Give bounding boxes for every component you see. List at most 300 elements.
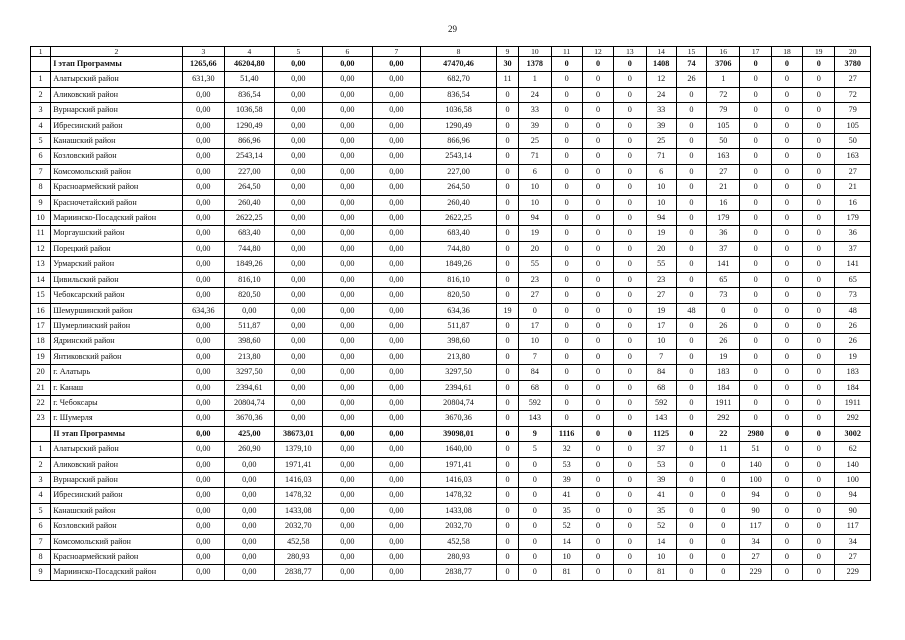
value-cell: 22 [31, 395, 51, 410]
value-cell: 1433,08 [421, 503, 497, 518]
value-cell: 71 [519, 149, 551, 164]
value-cell: 0 [614, 149, 646, 164]
value-cell: 0,00 [372, 87, 421, 102]
value-cell: 3706 [707, 57, 740, 72]
value-cell: 24 [646, 87, 676, 102]
value-cell: 0 [676, 149, 706, 164]
value-cell: 0 [740, 395, 771, 410]
value-cell: 0,00 [182, 334, 224, 349]
value-cell: 2543,14 [225, 149, 275, 164]
value-cell: 0 [803, 195, 835, 210]
value-cell: 0 [614, 349, 646, 364]
value-cell: 20 [31, 365, 51, 380]
value-cell: 2394,61 [225, 380, 275, 395]
value-cell: 0 [582, 411, 613, 426]
value-cell: 32 [551, 442, 582, 457]
value-cell: 229 [740, 565, 771, 580]
value-cell: 1408 [646, 57, 676, 72]
value-cell: 0,00 [182, 118, 224, 133]
value-cell: 0,00 [372, 503, 421, 518]
name-cell: Аликовский район [51, 457, 182, 472]
column-number-cell: 6 [323, 47, 373, 57]
value-cell: 0 [614, 365, 646, 380]
value-cell: 0 [519, 503, 551, 518]
value-cell: 0 [551, 334, 582, 349]
value-cell: 39 [646, 472, 676, 487]
value-cell: 0 [676, 442, 706, 457]
program-table [30, 46, 871, 581]
value-cell: 94 [835, 488, 871, 503]
value-cell: 0 [803, 519, 835, 534]
value-cell: 0 [740, 303, 771, 318]
value-cell: 0 [614, 103, 646, 118]
value-cell: 0 [803, 72, 835, 87]
value-cell: 0 [496, 442, 518, 457]
value-cell: 0,00 [323, 550, 373, 565]
value-cell: 35 [551, 503, 582, 518]
value-cell: 0,00 [274, 164, 323, 179]
value-cell: 0 [676, 87, 706, 102]
value-cell: 0,00 [372, 411, 421, 426]
value-cell: 816,10 [421, 272, 497, 287]
value-cell: 17 [519, 318, 551, 333]
value-cell: 0 [614, 272, 646, 287]
value-cell: 292 [835, 411, 871, 426]
value-cell: 0 [707, 488, 740, 503]
value-cell: 0 [614, 503, 646, 518]
value-cell: 0 [551, 257, 582, 272]
table-row [31, 472, 871, 487]
value-cell: 229 [835, 565, 871, 580]
table-row [31, 565, 871, 580]
name-cell: Ибресинский район [51, 118, 182, 133]
value-cell: 2 [31, 87, 51, 102]
value-cell: 0 [614, 488, 646, 503]
value-cell: 27 [740, 550, 771, 565]
value-cell: 0,00 [372, 534, 421, 549]
value-cell: 13 [31, 257, 51, 272]
value-cell: 0 [551, 134, 582, 149]
value-cell: 0,00 [274, 195, 323, 210]
value-cell: 0 [551, 226, 582, 241]
value-cell: 4 [31, 118, 51, 133]
value-cell: 19 [31, 349, 51, 364]
value-cell: 0,00 [323, 134, 373, 149]
value-cell: 52 [551, 519, 582, 534]
value-cell: 0 [707, 303, 740, 318]
value-cell: 1849,26 [421, 257, 497, 272]
value-cell: 0,00 [323, 87, 373, 102]
value-cell: 0 [740, 180, 771, 195]
value-cell: 10 [646, 550, 676, 565]
value-cell: 183 [707, 365, 740, 380]
value-cell: 51,40 [225, 72, 275, 87]
value-cell: 0 [582, 180, 613, 195]
name-cell: Козловский район [51, 519, 182, 534]
value-cell: 0 [803, 395, 835, 410]
value-cell: 0 [676, 195, 706, 210]
column-number-cell: 8 [421, 47, 497, 57]
column-number-cell: 12 [582, 47, 613, 57]
value-cell: 0 [771, 318, 802, 333]
value-cell: 94 [646, 211, 676, 226]
value-cell: 0 [676, 472, 706, 487]
value-cell: 682,70 [421, 72, 497, 87]
value-cell: 0 [614, 288, 646, 303]
value-cell: 100 [835, 472, 871, 487]
value-cell: 0,00 [323, 257, 373, 272]
value-cell: 634,36 [182, 303, 224, 318]
value-cell: 0,00 [225, 503, 275, 518]
value-cell: 0 [771, 565, 802, 580]
value-cell: 0 [803, 149, 835, 164]
value-cell: 0 [771, 241, 802, 256]
value-cell: 0 [614, 303, 646, 318]
value-cell: 0 [771, 457, 802, 472]
name-cell: Вурнарский район [51, 103, 182, 118]
value-cell: 0,00 [372, 288, 421, 303]
value-cell: 0 [676, 395, 706, 410]
value-cell: 179 [835, 211, 871, 226]
value-cell: 0 [496, 395, 518, 410]
value-cell: 836,54 [421, 87, 497, 102]
value-cell: 0 [771, 149, 802, 164]
value-cell: 0 [803, 442, 835, 457]
value-cell: 0,00 [274, 411, 323, 426]
value-cell: 3002 [835, 426, 871, 441]
value-cell: 0 [582, 565, 613, 580]
value-cell: 41 [646, 488, 676, 503]
value-cell: 511,87 [421, 318, 497, 333]
value-cell: 11 [31, 226, 51, 241]
value-cell: 0 [551, 303, 582, 318]
value-cell: 0 [803, 380, 835, 395]
value-cell: 0,00 [274, 334, 323, 349]
value-cell: 0,00 [182, 272, 224, 287]
value-cell: 0 [676, 118, 706, 133]
value-cell: 15 [31, 288, 51, 303]
column-number-cell: 20 [835, 47, 871, 57]
value-cell: 0 [676, 318, 706, 333]
value-cell: 41 [551, 488, 582, 503]
value-cell: 0,00 [372, 57, 421, 72]
value-cell: 81 [551, 565, 582, 580]
value-cell: 0 [803, 488, 835, 503]
value-cell: 0 [676, 565, 706, 580]
value-cell: 0,00 [323, 272, 373, 287]
value-cell: 0,00 [274, 395, 323, 410]
value-cell: 0,00 [323, 303, 373, 318]
table-row [31, 380, 871, 395]
value-cell: 0 [582, 57, 613, 72]
value-cell: 0 [496, 211, 518, 226]
value-cell: 0 [496, 349, 518, 364]
value-cell: 46204,80 [225, 57, 275, 72]
value-cell: 0,00 [372, 134, 421, 149]
value-cell: 0,00 [323, 72, 373, 87]
value-cell: 0 [803, 241, 835, 256]
column-number-cell: 16 [707, 47, 740, 57]
value-cell: 27 [835, 550, 871, 565]
value-cell: 0 [707, 534, 740, 549]
value-cell: 0 [803, 303, 835, 318]
value-cell: 0,00 [372, 365, 421, 380]
value-cell: 90 [835, 503, 871, 518]
value-cell: 62 [835, 442, 871, 457]
name-cell: Ядринский район [51, 334, 182, 349]
value-cell: 1 [519, 72, 551, 87]
value-cell: 0 [740, 149, 771, 164]
value-cell: 0 [614, 472, 646, 487]
value-cell: 184 [707, 380, 740, 395]
value-cell: 0,00 [182, 149, 224, 164]
value-cell: 0 [496, 318, 518, 333]
table-row [31, 442, 871, 457]
value-cell: 0,00 [323, 226, 373, 241]
value-cell: 0 [740, 226, 771, 241]
value-cell: 0 [771, 488, 802, 503]
value-cell: 19 [646, 226, 676, 241]
value-cell: 84 [646, 365, 676, 380]
table-row [31, 395, 871, 410]
value-cell: 0 [803, 503, 835, 518]
value-cell: 0 [771, 164, 802, 179]
value-cell: 39 [646, 118, 676, 133]
value-cell: 0 [496, 164, 518, 179]
value-cell: 143 [519, 411, 551, 426]
value-cell: 398,60 [225, 334, 275, 349]
value-cell: 10 [646, 195, 676, 210]
name-cell: г. Канаш [51, 380, 182, 395]
value-cell: 2543,14 [421, 149, 497, 164]
value-cell: 0,00 [274, 103, 323, 118]
value-cell: 36 [707, 226, 740, 241]
column-number-cell: 2 [51, 47, 182, 57]
value-cell: 0 [496, 272, 518, 287]
value-cell: 0 [676, 503, 706, 518]
value-cell: 81 [646, 565, 676, 580]
value-cell: 0 [614, 180, 646, 195]
value-cell: 1290,49 [421, 118, 497, 133]
value-cell: 9 [31, 565, 51, 580]
value-cell: 19 [646, 303, 676, 318]
name-cell: Мариинско-Посадский район [51, 565, 182, 580]
value-cell: 71 [646, 149, 676, 164]
value-cell: 227,00 [225, 164, 275, 179]
value-cell: 683,40 [225, 226, 275, 241]
value-cell: 16 [31, 303, 51, 318]
value-cell: 117 [740, 519, 771, 534]
value-cell: 0 [582, 226, 613, 241]
value-cell: 105 [707, 118, 740, 133]
value-cell: 0 [803, 426, 835, 441]
value-cell: 48 [835, 303, 871, 318]
value-cell: 0 [614, 457, 646, 472]
value-cell: 1640,00 [421, 442, 497, 457]
name-cell: Шемуршинский район [51, 303, 182, 318]
value-cell: 0,00 [182, 380, 224, 395]
value-cell: 9 [519, 426, 551, 441]
value-cell: 0 [803, 411, 835, 426]
value-cell: 744,80 [225, 241, 275, 256]
value-cell: 1125 [646, 426, 676, 441]
value-cell: 866,96 [421, 134, 497, 149]
name-cell: Урмарский район [51, 257, 182, 272]
value-cell: 0 [582, 272, 613, 287]
name-cell: Моргаушский район [51, 226, 182, 241]
value-cell: 6 [519, 164, 551, 179]
value-cell: 0 [582, 334, 613, 349]
column-number-cell: 11 [551, 47, 582, 57]
value-cell: 0,00 [182, 411, 224, 426]
value-cell: 0 [551, 288, 582, 303]
value-cell: 0 [582, 457, 613, 472]
value-cell: 0 [771, 288, 802, 303]
value-cell: 3780 [835, 57, 871, 72]
value-cell: 0 [551, 411, 582, 426]
value-cell: 0,00 [372, 149, 421, 164]
value-cell: 0 [496, 118, 518, 133]
value-cell: 0 [582, 395, 613, 410]
value-cell: 0 [614, 226, 646, 241]
value-cell: 10 [519, 195, 551, 210]
value-cell: 227,00 [421, 164, 497, 179]
value-cell: 0,00 [372, 118, 421, 133]
value-cell: 17 [31, 318, 51, 333]
value-cell: 0 [740, 257, 771, 272]
value-cell: 0 [614, 411, 646, 426]
value-cell: 452,58 [421, 534, 497, 549]
value-cell: 34 [835, 534, 871, 549]
value-cell: 1378 [519, 57, 551, 72]
value-cell: 1036,58 [421, 103, 497, 118]
value-cell: 0,00 [323, 164, 373, 179]
value-cell: 0,00 [372, 272, 421, 287]
value-cell: 0 [707, 472, 740, 487]
value-cell: 0 [771, 57, 802, 72]
table-row [31, 288, 871, 303]
value-cell: 10 [646, 180, 676, 195]
value-cell: 0 [496, 149, 518, 164]
value-cell: 0 [803, 318, 835, 333]
value-cell: 0 [551, 272, 582, 287]
value-cell: 10 [519, 180, 551, 195]
table-row [31, 272, 871, 287]
value-cell: 23 [519, 272, 551, 287]
value-cell: 683,40 [421, 226, 497, 241]
value-cell: 0 [771, 226, 802, 241]
value-cell: 74 [676, 57, 706, 72]
table-row [31, 257, 871, 272]
value-cell: 10 [31, 211, 51, 226]
value-cell: 0,00 [372, 442, 421, 457]
value-cell: 0 [771, 380, 802, 395]
value-cell: 0,00 [323, 103, 373, 118]
value-cell: 2032,70 [274, 519, 323, 534]
value-cell: 0,00 [372, 565, 421, 580]
value-cell: 0 [676, 457, 706, 472]
value-cell: 0 [496, 534, 518, 549]
value-cell: 0 [740, 211, 771, 226]
table-row [31, 211, 871, 226]
value-cell: 0 [676, 334, 706, 349]
value-cell: 53 [551, 457, 582, 472]
value-cell: 0,00 [372, 472, 421, 487]
name-cell: Козловский район [51, 149, 182, 164]
value-cell: 0 [771, 118, 802, 133]
value-cell: 0 [676, 411, 706, 426]
value-cell: 0 [582, 134, 613, 149]
value-cell: 38673,01 [274, 426, 323, 441]
name-cell: Алатырский район [51, 442, 182, 457]
value-cell: 47470,46 [421, 57, 497, 72]
value-cell: 0,00 [182, 565, 224, 580]
value-cell: 0 [582, 211, 613, 226]
name-cell: г. Алатырь [51, 365, 182, 380]
value-cell: 0,00 [372, 349, 421, 364]
value-cell: 592 [646, 395, 676, 410]
value-cell: 20 [519, 241, 551, 256]
value-cell: 0 [771, 103, 802, 118]
column-number-cell: 1 [31, 47, 51, 57]
value-cell: 0,00 [274, 318, 323, 333]
value-cell: 0 [803, 349, 835, 364]
name-cell: Красноармейский район [51, 180, 182, 195]
value-cell: 452,58 [274, 534, 323, 549]
value-cell: 511,87 [225, 318, 275, 333]
value-cell: 1265,66 [182, 57, 224, 72]
value-cell: 25 [646, 134, 676, 149]
value-cell: 264,50 [225, 180, 275, 195]
value-cell: 1911 [707, 395, 740, 410]
value-cell: 0,00 [323, 57, 373, 72]
value-cell: 23 [646, 272, 676, 287]
value-cell: 12 [646, 72, 676, 87]
value-cell: 27 [835, 164, 871, 179]
value-cell: 7 [519, 349, 551, 364]
value-cell: 0 [614, 318, 646, 333]
value-cell: 0 [614, 195, 646, 210]
value-cell: 0 [740, 87, 771, 102]
value-cell: 0,00 [182, 519, 224, 534]
value-cell: 0,00 [372, 334, 421, 349]
value-cell: 0 [707, 550, 740, 565]
value-cell: 3 [31, 472, 51, 487]
value-cell: 0,00 [182, 534, 224, 549]
value-cell: 0,00 [274, 226, 323, 241]
value-cell: 0,00 [372, 426, 421, 441]
value-cell: 0 [496, 426, 518, 441]
value-cell: 73 [835, 288, 871, 303]
value-cell: 0 [740, 334, 771, 349]
value-cell: 0 [740, 288, 771, 303]
table-row [31, 241, 871, 256]
value-cell: 0 [582, 550, 613, 565]
table-row [31, 457, 871, 472]
value-cell: 0,00 [182, 426, 224, 441]
value-cell: 0,00 [274, 349, 323, 364]
value-cell: 10 [551, 550, 582, 565]
value-cell: 0,00 [225, 550, 275, 565]
value-cell: 0 [771, 519, 802, 534]
value-cell: 0,00 [274, 303, 323, 318]
value-cell: 1 [31, 442, 51, 457]
value-cell: 0,00 [274, 211, 323, 226]
value-cell: 5 [31, 134, 51, 149]
value-cell: 0 [740, 118, 771, 133]
value-cell: 0 [771, 195, 802, 210]
value-cell: 0 [771, 503, 802, 518]
